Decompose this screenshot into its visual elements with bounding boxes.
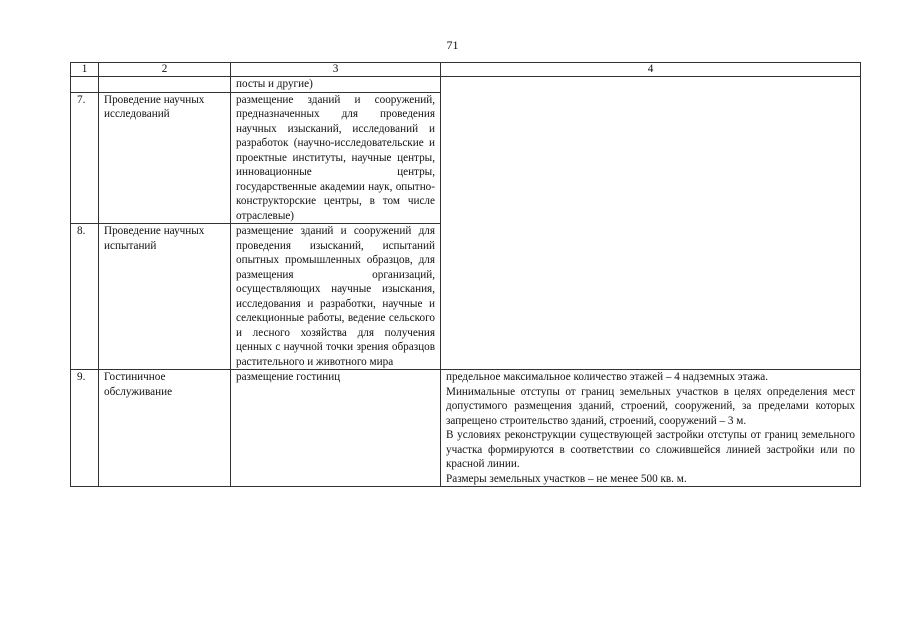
- column-header-2: 2: [99, 63, 231, 77]
- row-name: Проведение научных испытаний: [99, 224, 231, 370]
- table-row: [71, 370, 861, 487]
- row-description: размещение зданий и сооружений для проведения изысканий, испытаний опытных промышленных образцов, для размещения организаций, осуществляющих научные изыскания, исследования и разработки, научные и селекционные работы, ведение сельского и лесного хозяйства для получения ценных с научной точки зрения образцов растительного и животного мира: [231, 224, 441, 370]
- row-name: Проведение научных исследований: [99, 92, 231, 224]
- row-name-cell: [99, 77, 231, 93]
- parameter-paragraph: Минимальные отступы от границ земельных участков в целях определения мест допустимого размещения зданий, строений, сооружений, за пределами которых запрещено строительство зданий, строений, сооружений – 3 м.: [446, 385, 855, 427]
- parameters-cell-merged: [441, 77, 861, 370]
- row-description: размещение гостиниц: [231, 370, 441, 487]
- row-number-cell: [71, 77, 99, 93]
- continuation-text: посты и другие): [231, 77, 441, 93]
- column-header-1: 1: [71, 63, 99, 77]
- parameter-paragraph: Размеры земельных участков – не менее 500 кв. м.: [446, 472, 687, 485]
- row-number: 7.: [71, 92, 99, 224]
- page-number: 71: [446, 38, 459, 52]
- parameter-paragraph: В условиях реконструкции существующей застройки отступы от границ земельного участка формируются в соответствии со сложившейся линией застройки или по красной линии.: [446, 429, 855, 470]
- column-header-3: 3: [231, 63, 441, 77]
- table-row-continuation: [71, 77, 861, 93]
- column-header-4: 4: [441, 63, 861, 77]
- parameter-paragraph: предельное максимальное количество этажей – 4 надземных этажа.: [446, 371, 769, 383]
- row-description: размещение зданий и сооружений, предназначенных для проведения научных изысканий, исследований и разработок (научно-исследовательские и проектные институты, научные центры, инновационные центры, государственные академии наук, опытно-конструкторские центры, в том числе отраслевые): [231, 92, 441, 224]
- row-name: Гостиничное обслуживание: [99, 370, 231, 487]
- row-number: 9.: [71, 370, 99, 487]
- zoning-table: [70, 62, 861, 487]
- table-header-row: [71, 63, 861, 77]
- row-number: 8.: [71, 224, 99, 370]
- row-parameters: [441, 370, 861, 487]
